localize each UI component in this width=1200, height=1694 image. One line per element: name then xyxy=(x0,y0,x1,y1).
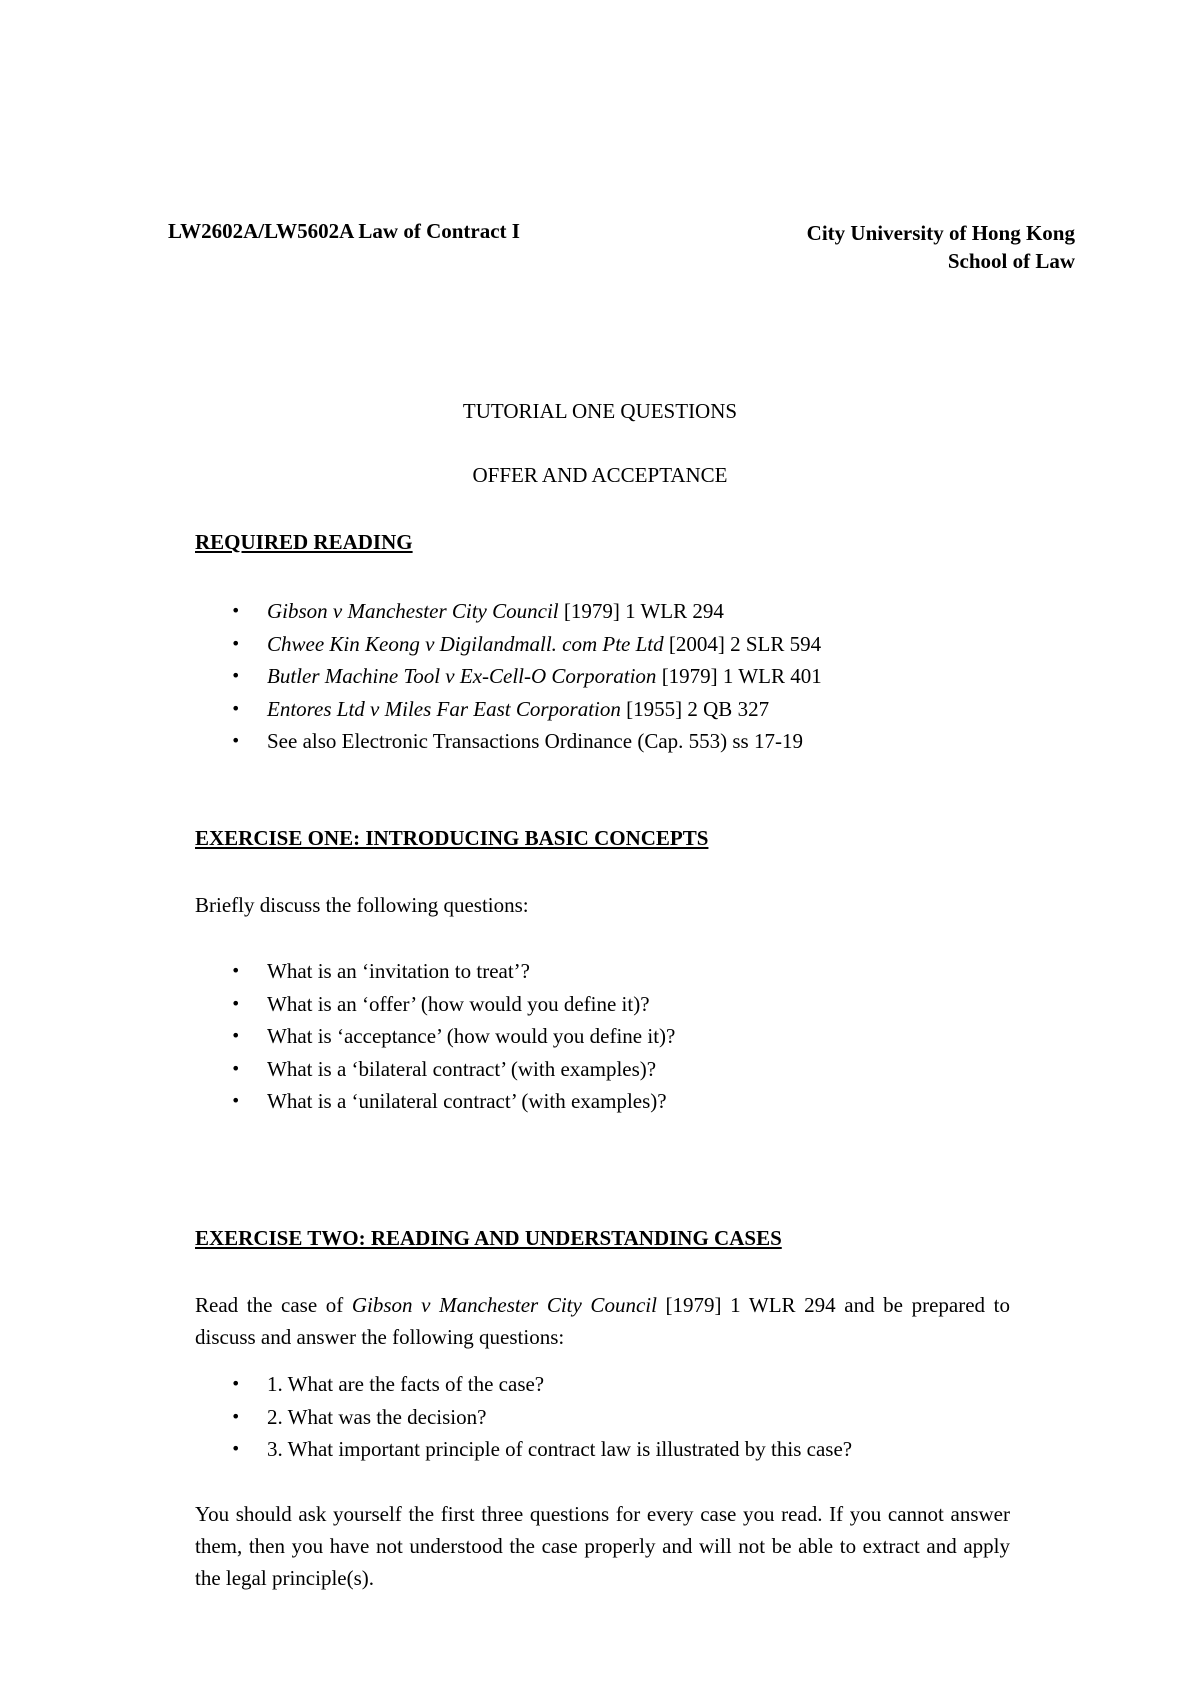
exercise-one-intro: Briefly discuss the following questions: xyxy=(195,893,529,917)
reading-item xyxy=(195,628,822,661)
university-name: City University of Hong Kong xyxy=(806,221,1075,245)
bullet-icon: • xyxy=(231,1026,241,1045)
case-name: Chwee Kin Keong v Digilandmall. com Pte Ltd xyxy=(267,631,664,656)
reading-note: See also Electronic Transactions Ordinance (Cap. 553) ss 17-19 xyxy=(267,729,803,753)
required-reading-heading: REQUIRED READING xyxy=(195,530,413,554)
bullet-icon: • xyxy=(231,731,241,750)
case-name: Gibson v Manchester City Council xyxy=(267,599,559,623)
case-name: Entores Ltd v Miles Far East Corporation xyxy=(267,696,621,721)
bullet-icon: • xyxy=(231,698,241,718)
question-item: • 2. What was the decision? xyxy=(195,1401,852,1434)
bullet-icon: • xyxy=(231,1091,241,1110)
course-title: LW2602A/LW5602A Law of Contract I xyxy=(168,219,520,243)
question-item: • What is a ‘bilateral contract’ (with examples)? xyxy=(195,1053,675,1086)
exercise-one-heading: EXERCISE ONE: INTRODUCING BASIC CONCEPTS xyxy=(195,826,709,850)
question-item: • What is an ‘invitation to treat’? xyxy=(195,955,675,988)
question-item: • 1. What are the facts of the case? xyxy=(195,1368,852,1401)
question-item: • What is a ‘unilateral contract’ (with examples)? xyxy=(195,1085,675,1118)
reading-item xyxy=(195,595,822,628)
case-name: Gibson v Manchester City Council xyxy=(351,1293,657,1317)
tutorial-subtitle: OFFER AND ACCEPTANCE xyxy=(472,463,728,487)
bullet-icon: • xyxy=(231,1439,241,1458)
case-citation: [1979] 1 WLR 294 xyxy=(558,599,724,623)
case-citation: [1955] 2 QB 327 xyxy=(620,696,770,721)
bullet-icon: • xyxy=(231,1406,241,1426)
reading-item xyxy=(195,725,822,758)
reading-item xyxy=(195,660,822,693)
bullet-icon: • xyxy=(231,601,241,620)
bullet-icon: • xyxy=(231,1058,241,1078)
required-reading-list xyxy=(195,595,822,758)
exercise-one-list xyxy=(195,955,675,1118)
case-citation: [1979] 1 WLR 401 xyxy=(656,664,822,688)
bullet-icon: • xyxy=(231,633,241,653)
institution-block xyxy=(807,219,1075,275)
reading-item xyxy=(195,693,822,726)
exercise-two-heading: EXERCISE TWO: READING AND UNDERSTANDING CASES xyxy=(195,1226,782,1250)
bullet-icon: • xyxy=(231,993,241,1013)
question-item: • What is ‘acceptance’ (how would you define it)? xyxy=(195,1020,675,1053)
school-name: School of Law xyxy=(947,249,1075,273)
bullet-icon: • xyxy=(231,666,241,685)
exercise-two-list xyxy=(195,1368,852,1466)
tutorial-title: TUTORIAL ONE QUESTIONS xyxy=(462,399,738,423)
exercise-two-intro: Read the case of Gibson v Manchester City Council [1979] 1 WLR 294 and be prepared to discuss and answer the following questions: xyxy=(195,1293,1010,1349)
bullet-icon: • xyxy=(231,1374,241,1393)
exercise-two-closing: You should ask yourself the first three questions for every case you read. If you cannot answer them, then you have not understood the case properly and will not be able to extract and apply the legal principle(s). xyxy=(195,1502,1010,1590)
case-name: Butler Machine Tool v Ex-Cell-O Corporation xyxy=(267,664,657,688)
bullet-icon: • xyxy=(231,961,241,980)
question-item: • What is an ‘offer’ (how would you define it)? xyxy=(195,988,675,1021)
question-item: • 3. What important principle of contract law is illustrated by this case? xyxy=(195,1433,852,1466)
case-citation: [2004] 2 SLR 594 xyxy=(663,631,822,656)
